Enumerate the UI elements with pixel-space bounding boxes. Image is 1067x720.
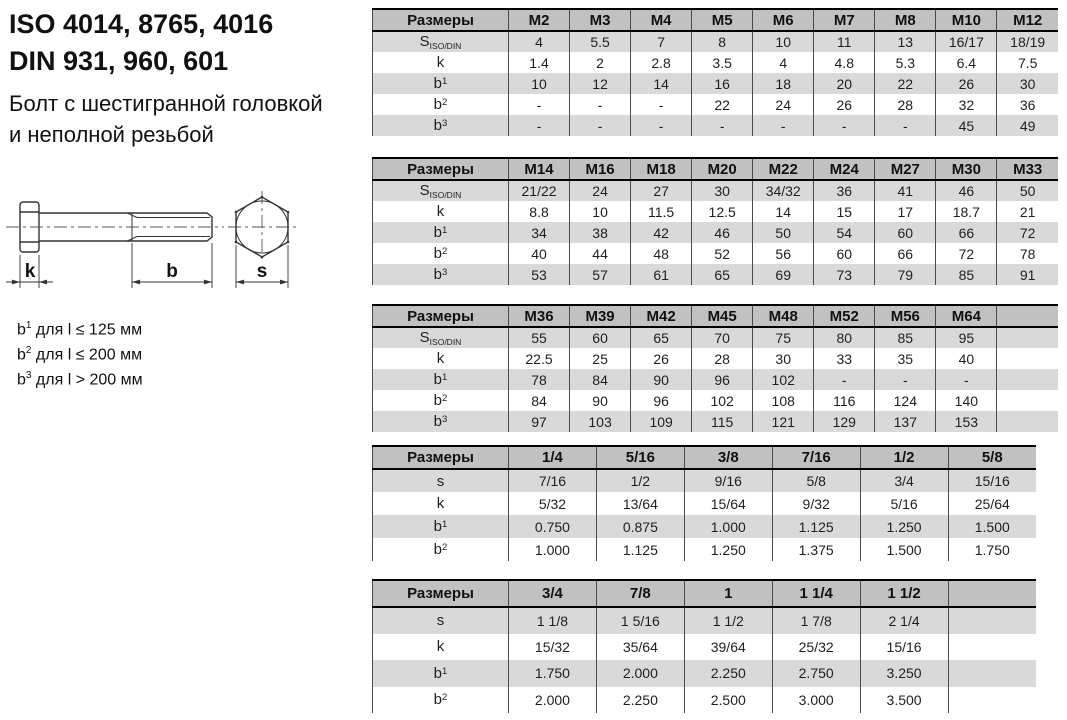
column-header: M4 <box>631 9 692 31</box>
table-cell: 13/64 <box>596 492 684 515</box>
table-cell: 41 <box>875 180 936 201</box>
table-cell: - <box>875 115 936 136</box>
table-cell: 96 <box>692 369 753 390</box>
table-cell: 116 <box>814 390 875 411</box>
table-cell: 3.500 <box>860 687 948 714</box>
table-cell: 84 <box>570 369 631 390</box>
table-cell: 1.750 <box>948 538 1036 561</box>
table-cell: - <box>692 115 753 136</box>
table-m14-m33 <box>372 157 1058 285</box>
table-cell: 1 1/2 <box>684 607 772 634</box>
column-header: M36 <box>509 305 570 327</box>
row-label: $b^1$ <box>373 73 509 94</box>
table-cell: 39/64 <box>684 634 772 661</box>
table-cell <box>997 390 1058 411</box>
table-cell: 1 5/16 <box>596 607 684 634</box>
table-cell: 108 <box>753 390 814 411</box>
table-cell: 115 <box>692 411 753 432</box>
column-header: 7/16 <box>772 446 860 469</box>
table-cell: 7.5 <box>997 52 1058 73</box>
column-header: M30 <box>936 158 997 180</box>
table-m36-m64 <box>372 304 1058 432</box>
table-row <box>373 73 1059 94</box>
table-cell: 30 <box>692 180 753 201</box>
table-cell: - <box>509 94 570 115</box>
table-cell: 49 <box>997 115 1058 136</box>
table-cell: 18/19 <box>997 31 1058 52</box>
row-label: $b^3$ <box>373 264 509 285</box>
table-cell: 28 <box>875 94 936 115</box>
page-subtitle <box>9 88 323 150</box>
column-header: 1 1/2 <box>860 580 948 607</box>
row-label: $b^2$ <box>373 243 509 264</box>
table-cell: 90 <box>570 390 631 411</box>
table-cell: 1.500 <box>860 538 948 561</box>
table-row <box>373 222 1059 243</box>
table-cell: - <box>936 369 997 390</box>
table-cell: 137 <box>875 411 936 432</box>
table-cell: 84 <box>509 390 570 411</box>
footnote-line: $b^2$ для l ≤ 200 мм <box>17 344 143 364</box>
table-cell: 9/16 <box>684 469 772 492</box>
table-cell: 2.8 <box>631 52 692 73</box>
table-cell: 70 <box>692 327 753 348</box>
table-cell: 2.500 <box>684 687 772 714</box>
dimension-table <box>372 157 1058 285</box>
table-cell: 35/64 <box>596 634 684 661</box>
column-header: M3 <box>570 9 631 31</box>
table-cell: 109 <box>631 411 692 432</box>
table-row <box>373 469 1037 492</box>
table-cell: 15/32 <box>509 634 597 661</box>
size-column-header: Размеры <box>373 305 509 327</box>
row-label: s <box>373 469 509 492</box>
table-cell: 1.000 <box>509 538 597 561</box>
table-cell: 97 <box>509 411 570 432</box>
table-cell: 3.5 <box>692 52 753 73</box>
table-cell: 73 <box>814 264 875 285</box>
table-row <box>373 660 1037 687</box>
table-cell: 1.4 <box>509 52 570 73</box>
table-row <box>373 369 1059 390</box>
table-cell: 8.8 <box>509 201 570 222</box>
table-cell: 12 <box>570 73 631 94</box>
table-cell <box>948 687 1036 714</box>
table-cell <box>997 348 1058 369</box>
row-label: k <box>373 201 509 222</box>
column-header: M10 <box>936 9 997 31</box>
column-header: M5 <box>692 9 753 31</box>
row-label: $b^1$ <box>373 222 509 243</box>
table-cell: 54 <box>814 222 875 243</box>
table-inch-large <box>372 579 1036 713</box>
table-cell: 80 <box>814 327 875 348</box>
table-cell: - <box>875 369 936 390</box>
table-cell: 25/32 <box>772 634 860 661</box>
row-label: $S_{ISO/DIN}$ <box>373 180 509 201</box>
table-cell: 72 <box>997 222 1058 243</box>
column-header: M48 <box>753 305 814 327</box>
table-cell: 72 <box>936 243 997 264</box>
table-cell: 153 <box>936 411 997 432</box>
table-cell: 13 <box>875 31 936 52</box>
table-cell: 50 <box>997 180 1058 201</box>
table-cell: 33 <box>814 348 875 369</box>
table-cell: 85 <box>875 327 936 348</box>
row-label: $b^1$ <box>373 660 509 687</box>
table-cell <box>948 607 1036 634</box>
column-header: 5/16 <box>596 446 684 469</box>
table-row <box>373 52 1059 73</box>
table-cell: 7/16 <box>509 469 597 492</box>
table-cell: 1.750 <box>509 660 597 687</box>
row-label: k <box>373 492 509 515</box>
table-row <box>373 31 1059 52</box>
table-cell: - <box>814 115 875 136</box>
table-cell: 102 <box>753 369 814 390</box>
column-header: 3/4 <box>509 580 597 607</box>
table-cell: 34/32 <box>753 180 814 201</box>
dimension-k-label: k <box>24 261 36 282</box>
table-cell: 103 <box>570 411 631 432</box>
table-cell: 2.000 <box>509 687 597 714</box>
table-cell: 45 <box>936 115 997 136</box>
table-cell: 25 <box>570 348 631 369</box>
column-header: M64 <box>936 305 997 327</box>
table-cell: 34 <box>509 222 570 243</box>
row-label: $b^3$ <box>373 115 509 136</box>
dimension-table <box>372 579 1036 713</box>
column-header: M33 <box>997 158 1058 180</box>
table-cell: 2.250 <box>684 660 772 687</box>
table-cell: 15/64 <box>684 492 772 515</box>
table-cell: 12.5 <box>692 201 753 222</box>
subtitle-line-1: Болт с шестигранной головкой <box>9 91 323 116</box>
row-label: $b^1$ <box>373 515 509 538</box>
table-cell: 65 <box>631 327 692 348</box>
table-cell: 16/17 <box>936 31 997 52</box>
table-cell: 2.250 <box>596 687 684 714</box>
table-cell: - <box>631 115 692 136</box>
table-cell: - <box>631 94 692 115</box>
column-header: M18 <box>631 158 692 180</box>
table-cell: 60 <box>875 222 936 243</box>
dimension-b-label: b <box>166 261 178 282</box>
table-cell: 78 <box>509 369 570 390</box>
table-row <box>373 94 1059 115</box>
footnotes <box>17 316 143 390</box>
table-cell: 78 <box>997 243 1058 264</box>
column-header: M16 <box>570 158 631 180</box>
table-cell: 56 <box>753 243 814 264</box>
table-cell: 26 <box>936 73 997 94</box>
row-label: $b^2$ <box>373 538 509 561</box>
table-row <box>373 180 1059 201</box>
table-cell: 5/8 <box>772 469 860 492</box>
table-cell: 18 <box>753 73 814 94</box>
column-header: M22 <box>753 158 814 180</box>
table-cell: 22 <box>875 73 936 94</box>
table-cell: 6.4 <box>936 52 997 73</box>
table-cell: 46 <box>692 222 753 243</box>
column-header: M27 <box>875 158 936 180</box>
table-cell: 10 <box>753 31 814 52</box>
size-column-header: Размеры <box>373 158 509 180</box>
table-cell <box>997 411 1058 432</box>
table-cell: 5.3 <box>875 52 936 73</box>
table-cell: 24 <box>753 94 814 115</box>
table-cell: 121 <box>753 411 814 432</box>
table-cell: 102 <box>692 390 753 411</box>
table-cell: 61 <box>631 264 692 285</box>
table-row <box>373 634 1037 661</box>
column-header: 7/8 <box>596 580 684 607</box>
table-cell: 20 <box>814 73 875 94</box>
table-cell: 52 <box>692 243 753 264</box>
table-cell: 5.5 <box>570 31 631 52</box>
column-header <box>948 580 1036 607</box>
column-header: M6 <box>753 9 814 31</box>
dimension-table <box>372 304 1058 432</box>
column-header: M24 <box>814 158 875 180</box>
bolt-technical-drawing <box>0 185 320 315</box>
table-cell: 21 <box>997 201 1058 222</box>
table-cell: 5/32 <box>509 492 597 515</box>
column-header: M8 <box>875 9 936 31</box>
table-cell: 60 <box>814 243 875 264</box>
table-cell: 46 <box>936 180 997 201</box>
dimension-s-label: s <box>256 261 268 282</box>
table-cell: 28 <box>692 348 753 369</box>
table-cell: 0.875 <box>596 515 684 538</box>
table-cell: - <box>814 369 875 390</box>
table-cell: 85 <box>936 264 997 285</box>
table-row <box>373 243 1059 264</box>
table-cell: 53 <box>509 264 570 285</box>
table-cell: 42 <box>631 222 692 243</box>
table-cell: 27 <box>631 180 692 201</box>
row-label: $b^1$ <box>373 369 509 390</box>
table-cell: 3.000 <box>772 687 860 714</box>
column-header: M45 <box>692 305 753 327</box>
column-header: M12 <box>997 9 1058 31</box>
table-cell: 30 <box>997 73 1058 94</box>
table-cell: 140 <box>936 390 997 411</box>
table-cell: 129 <box>814 411 875 432</box>
column-header: 3/8 <box>684 446 772 469</box>
column-header: M52 <box>814 305 875 327</box>
table-cell: 2 <box>570 52 631 73</box>
table-cell: 1.250 <box>684 538 772 561</box>
table-cell: - <box>753 115 814 136</box>
column-header: 1 1/4 <box>772 580 860 607</box>
table-cell: 2 1/4 <box>860 607 948 634</box>
table-cell: 2.750 <box>772 660 860 687</box>
table-cell: 1.125 <box>772 515 860 538</box>
footnote-line: $b^1$ для l ≤ 125 мм <box>17 320 143 339</box>
page-title <box>9 6 273 80</box>
table-cell: 25/64 <box>948 492 1036 515</box>
table-cell: 36 <box>997 94 1058 115</box>
size-column-header: Размеры <box>373 580 509 607</box>
column-header: M2 <box>509 9 570 31</box>
table-cell: 38 <box>570 222 631 243</box>
table-cell: 14 <box>753 201 814 222</box>
title-iso-line: ISO 4014, 8765, 4016 <box>9 9 274 39</box>
table-cell: 24 <box>570 180 631 201</box>
table-cell: 9/32 <box>772 492 860 515</box>
table-cell: 26 <box>631 348 692 369</box>
table-cell <box>948 634 1036 661</box>
column-header: M14 <box>509 158 570 180</box>
table-cell: 5/16 <box>860 492 948 515</box>
table-cell: 11 <box>814 31 875 52</box>
table-inch-small <box>372 445 1036 561</box>
table-row <box>373 264 1059 285</box>
table-cell: 96 <box>631 390 692 411</box>
row-label: k <box>373 634 509 661</box>
table-row <box>373 201 1059 222</box>
table-cell: 95 <box>936 327 997 348</box>
table-cell: 22 <box>692 94 753 115</box>
table-row <box>373 492 1037 515</box>
table-cell: 57 <box>570 264 631 285</box>
table-row <box>373 687 1037 714</box>
table-cell: 40 <box>936 348 997 369</box>
table-cell: 7 <box>631 31 692 52</box>
table-cell: 22.5 <box>509 348 570 369</box>
table-row <box>373 327 1059 348</box>
row-label: s <box>373 607 509 634</box>
subtitle-line-2: и неполной резьбой <box>9 122 214 147</box>
column-header: M20 <box>692 158 753 180</box>
size-column-header: Размеры <box>373 446 509 469</box>
table-row <box>373 115 1059 136</box>
column-header: M42 <box>631 305 692 327</box>
table-row <box>373 607 1037 634</box>
column-header: M7 <box>814 9 875 31</box>
table-cell: 79 <box>875 264 936 285</box>
row-label: $b^2$ <box>373 390 509 411</box>
table-cell: 75 <box>753 327 814 348</box>
table-cell: 1.250 <box>860 515 948 538</box>
column-header: M56 <box>875 305 936 327</box>
table-cell: 50 <box>753 222 814 243</box>
table-cell: 4.8 <box>814 52 875 73</box>
table-cell: 14 <box>631 73 692 94</box>
column-header: 1/4 <box>509 446 597 469</box>
table-cell <box>997 369 1058 390</box>
table-cell: 15 <box>814 201 875 222</box>
table-cell: 91 <box>997 264 1058 285</box>
table-cell: 1.125 <box>596 538 684 561</box>
table-cell: 36 <box>814 180 875 201</box>
table-cell: 17 <box>875 201 936 222</box>
table-cell: 8 <box>692 31 753 52</box>
table-cell: 15/16 <box>860 634 948 661</box>
table-cell: 18.7 <box>936 201 997 222</box>
table-cell: 10 <box>570 201 631 222</box>
table-cell: 1.375 <box>772 538 860 561</box>
table-cell <box>948 660 1036 687</box>
table-cell: 40 <box>509 243 570 264</box>
table-cell: - <box>570 94 631 115</box>
table-cell: 21/22 <box>509 180 570 201</box>
table-cell: 4 <box>753 52 814 73</box>
table-cell: 3.250 <box>860 660 948 687</box>
title-din-line: DIN 931, 960, 601 <box>9 46 229 76</box>
table-cell: 35 <box>875 348 936 369</box>
table-cell: 69 <box>753 264 814 285</box>
table-row <box>373 515 1037 538</box>
table-cell: 90 <box>631 369 692 390</box>
table-cell: - <box>570 115 631 136</box>
footnote-line: $b^3$ для l > 200 мм <box>17 369 143 388</box>
column-header: M39 <box>570 305 631 327</box>
table-cell: 0.750 <box>509 515 597 538</box>
table-cell: - <box>509 115 570 136</box>
table-cell: 2.000 <box>596 660 684 687</box>
column-header <box>997 305 1058 327</box>
dimension-table <box>372 445 1036 561</box>
column-header: 1 <box>684 580 772 607</box>
table-row <box>373 390 1059 411</box>
table-cell: 3/4 <box>860 469 948 492</box>
table-cell: 10 <box>509 73 570 94</box>
column-header: 5/8 <box>948 446 1036 469</box>
row-label: k <box>373 348 509 369</box>
table-cell: 65 <box>692 264 753 285</box>
row-label: $b^3$ <box>373 411 509 432</box>
table-cell: 11.5 <box>631 201 692 222</box>
row-label: $b^2$ <box>373 94 509 115</box>
table-cell: 32 <box>936 94 997 115</box>
table-cell: 15/16 <box>948 469 1036 492</box>
bolt-drawing-svg <box>0 185 320 315</box>
table-cell: 48 <box>631 243 692 264</box>
row-label: k <box>373 52 509 73</box>
row-label: $S_{ISO/DIN}$ <box>373 31 509 52</box>
table-cell: 16 <box>692 73 753 94</box>
dimension-table <box>372 8 1058 136</box>
table-cell: 66 <box>875 243 936 264</box>
table-cell: 60 <box>570 327 631 348</box>
table-cell: 26 <box>814 94 875 115</box>
table-cell <box>997 327 1058 348</box>
table-cell: 55 <box>509 327 570 348</box>
table-cell: 30 <box>753 348 814 369</box>
table-cell: 66 <box>936 222 997 243</box>
table-cell: 4 <box>509 31 570 52</box>
row-label: $b^2$ <box>373 687 509 714</box>
table-cell: 124 <box>875 390 936 411</box>
table-cell: 1.500 <box>948 515 1036 538</box>
table-cell: 1.000 <box>684 515 772 538</box>
table-row <box>373 411 1059 432</box>
table-m2-m12 <box>372 8 1058 136</box>
table-row <box>373 538 1037 561</box>
column-header: 1/2 <box>860 446 948 469</box>
table-cell: 1/2 <box>596 469 684 492</box>
table-row <box>373 348 1059 369</box>
row-label: $S_{ISO/DIN}$ <box>373 327 509 348</box>
table-cell: 44 <box>570 243 631 264</box>
table-cell: 1 7/8 <box>772 607 860 634</box>
table-cell: 1 1/8 <box>509 607 597 634</box>
size-column-header: Размеры <box>373 9 509 31</box>
